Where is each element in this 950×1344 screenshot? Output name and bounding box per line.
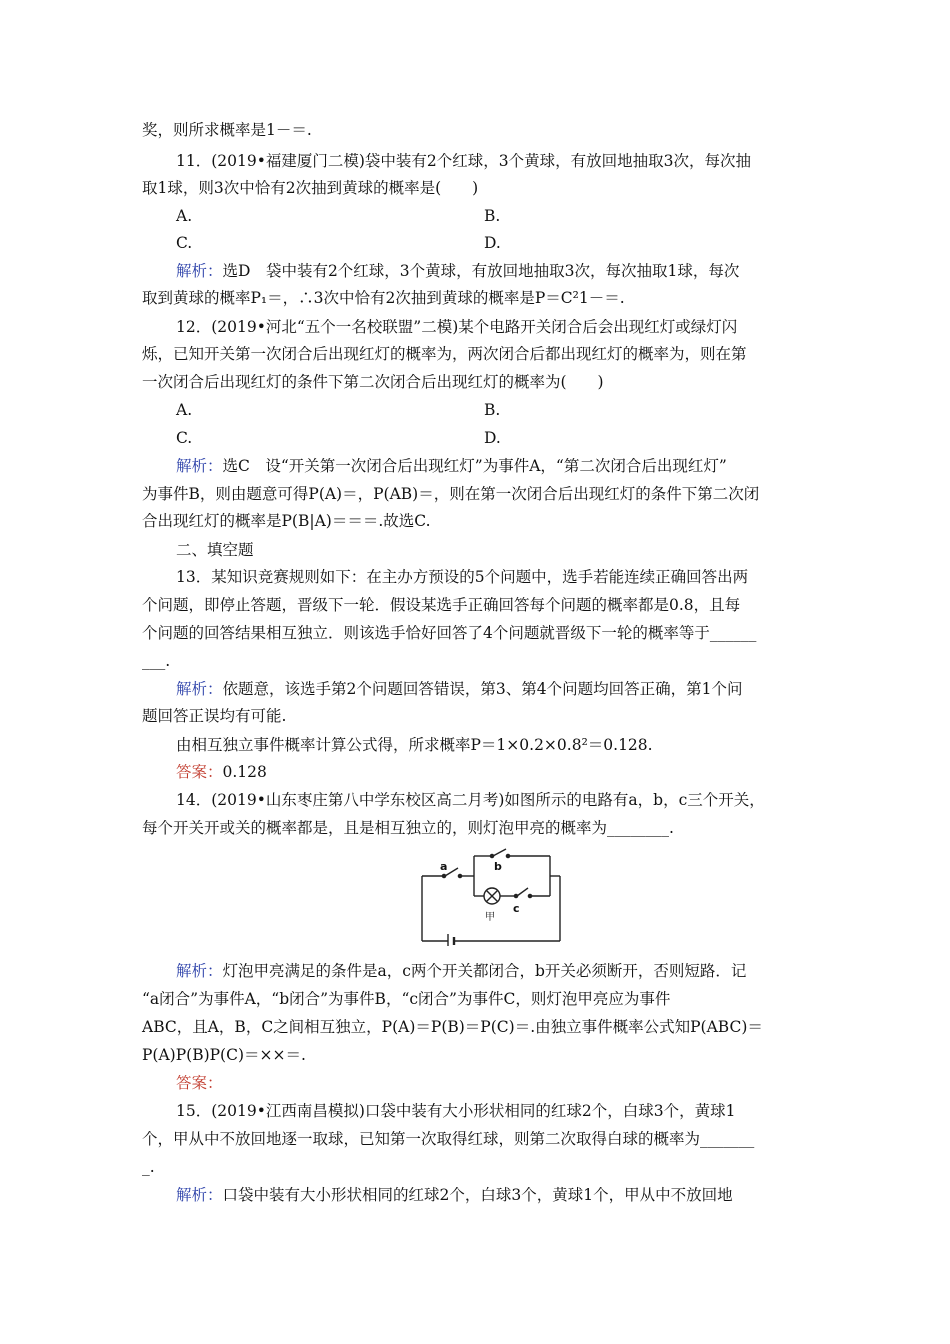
text-line: “a闭合”为事件A，“b闭合”为事件B，“c闭合”为事件C，则灯泡甲亮应为事件 bbox=[142, 990, 671, 1008]
solution-13: 解析：依题意，该选手第2个问题回答错误，第3、第4个问题均回答正确，第1个问 bbox=[176, 680, 743, 698]
solution-12: 解析：选C 设“开关第一次闭合后出现红灯”为事件A，“第二次闭合后出现红灯” bbox=[176, 457, 727, 475]
text-line: 奖，则所求概率是1－＝. bbox=[142, 121, 312, 139]
label-bulb: 甲 bbox=[485, 912, 495, 923]
solution-15: 解析：口袋中装有大小形状相同的红球2个，白球3个，黄球1个，甲从中不放回地 bbox=[176, 1186, 733, 1204]
text-line: 个问题的回答结果相互独立．则该选手恰好回答了4个问题就晋级下一轮的概率等于______ bbox=[142, 624, 757, 642]
text-line: 个，甲从中不放回地逐一取球，已知第一次取得红球，则第二次取得白球的概率为_______ bbox=[142, 1130, 755, 1148]
label-a: a bbox=[440, 860, 448, 873]
question-11: 11．(2019•福建厦门二模)袋中装有2个红球，3个黄球，有放回地抽取3次，每次抽 bbox=[176, 152, 751, 170]
solution-14: 解析：灯泡甲亮满足的条件是a，c两个开关都闭合，b开关必须断开，否则短路．记 bbox=[176, 962, 747, 980]
option-a: A. bbox=[176, 401, 193, 419]
question-12: 12．(2019•河北“五个一名校联盟”二模)某个电路开关闭合后会出现红灯或绿灯闪 bbox=[176, 318, 738, 336]
text-line: 由相互独立事件概率计算公式得，所求概率P＝1×0.2×0.8²＝0.128. bbox=[176, 736, 653, 754]
circuit-diagram bbox=[418, 848, 564, 946]
solution-11: 解析：选D 袋中装有2个红球，3个黄球，有放回地抽取3次，每次抽取1球，每次 bbox=[176, 262, 740, 280]
text-line: ___. bbox=[142, 652, 171, 670]
section-heading: 二、填空题 bbox=[176, 541, 254, 559]
question-14: 14．(2019•山东枣庄第八中学东校区高二月考)如图所示的电路有a，b，c三个开关， bbox=[176, 791, 765, 809]
option-c: C. bbox=[176, 429, 193, 447]
switch-c-blade bbox=[517, 888, 528, 896]
text-line: 合出现红灯的概率是P(B|A)＝＝＝.故选C. bbox=[142, 512, 431, 530]
option-b: B. bbox=[484, 401, 501, 419]
text-line: ABC，且A，B，C之间相互独立，P(A)＝P(B)＝P(C)＝.由独立事件概率公式知P(ABC)＝ bbox=[142, 1018, 763, 1036]
text-line: 为事件B，则由题意可得P(A)＝，P(AB)＝，则在第一次闭合后出现红灯的条件下第二次闭 bbox=[142, 485, 760, 503]
option-c: C. bbox=[176, 234, 193, 252]
text-line: 一次闭合后出现红灯的条件下第二次闭合后出现红灯的概率为( ) bbox=[142, 373, 604, 391]
option-d: D. bbox=[484, 429, 501, 447]
text-line: _. bbox=[142, 1158, 155, 1176]
text-line: 个问题，即停止答题，晋级下一轮．假设某选手正确回答每个问题的概率都是0.8，且每 bbox=[142, 596, 741, 614]
label-c: c bbox=[513, 902, 520, 915]
switch-b-blade bbox=[493, 849, 506, 856]
text-line: P(A)P(B)P(C)＝××＝. bbox=[142, 1046, 306, 1064]
question-13: 13．某知识竞赛规则如下：在主办方预设的5个问题中，选手若能连续正确回答出两 bbox=[176, 568, 749, 586]
text-line: 取1球，则3次中恰有2次抽到黄球的概率是( ) bbox=[142, 179, 479, 197]
answer-13: 答案：0.128 bbox=[176, 763, 267, 781]
answer-14: 答案： bbox=[176, 1074, 223, 1092]
text-line: 烁，已知开关第一次闭合后出现红灯的概率为，两次闭合后都出现红灯的概率为，则在第 bbox=[142, 345, 747, 363]
text-line: 取到黄球的概率P₁＝，∴3次中恰有2次抽到黄球的概率是P＝C²1－＝. bbox=[142, 289, 625, 307]
text-line: 每个开关开或关的概率都是，且是相互独立的，则灯泡甲亮的概率为________. bbox=[142, 819, 674, 837]
option-a: A. bbox=[176, 207, 193, 225]
label-b: b bbox=[494, 860, 502, 873]
option-d: D. bbox=[484, 234, 501, 252]
option-b: B. bbox=[484, 207, 501, 225]
question-15: 15．(2019•江西南昌模拟)口袋中装有大小形状相同的红球2个，白球3个，黄球1 bbox=[176, 1102, 736, 1120]
text-line: 题回答正误均有可能. bbox=[142, 707, 287, 725]
